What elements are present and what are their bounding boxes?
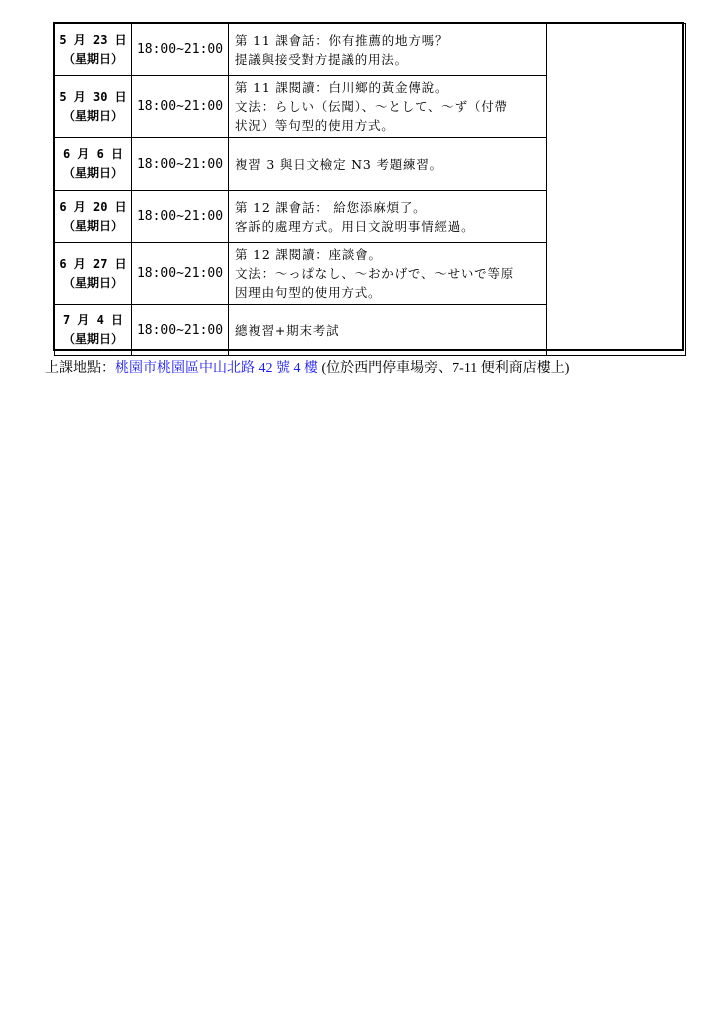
content-line: 因理由句型的使用方式。 [235,285,382,300]
date-text: 6 月 20 日 [59,199,127,214]
weekday-text: （星期日） [62,332,123,346]
content-cell [229,24,547,76]
date-text: 6 月 6 日 [62,147,124,161]
weekday-text: （星期日） [62,218,123,233]
time-cell: 18:00~21:00 [132,191,229,243]
content-line: 状況）等句型的使用方式。 [235,118,395,133]
table-row [55,24,686,76]
date-cell [55,243,132,305]
date-cell [55,138,132,191]
content-line: 文法：～っぱなし、～おかげで、～せいで等原 [235,266,515,281]
location-note: (位於西門停車場旁、7-11 便利商店樓上) [318,361,570,376]
remarks-cell [547,24,686,356]
content-cell [229,76,547,138]
date-cell [55,24,132,76]
schedule-table [54,23,686,356]
time-cell: 18:00~21:00 [132,76,229,138]
content-line: 第 11 課會話：你有推薦的地方嗎？ [235,32,449,48]
weekday-text: （星期日） [62,108,123,123]
weekday-text: （星期日） [62,51,123,66]
date-text: 6 月 27 日 [59,256,127,271]
date-text: 5 月 23 日 [59,32,127,47]
time-cell: 18:00~21:00 [132,24,229,76]
content-line: 第 12 課閱讀：座談會。 [235,247,382,262]
date-text: 5 月 30 日 [59,89,127,104]
time-cell: 18:00~21:00 [132,243,229,305]
content-line: 提議與接受對方提議的用法。 [235,51,408,67]
content-line: 第 11 課閱讀：白川鄉的黃金傳說。 [235,80,449,95]
content-line: 文法：らしい（伝聞）、～として、～ず（付帶 [235,99,508,114]
content-line: 客訴的處理方式。用日文說明事情經過。 [235,218,475,234]
content-cell [229,305,547,356]
location-line [45,357,569,377]
date-cell [55,76,132,138]
weekday-text: （星期日） [62,166,123,180]
location-label: 上課地點： [45,361,115,376]
date-cell [55,305,132,356]
content-line: 總複習+期末考試 [235,322,340,338]
date-cell [55,191,132,243]
content-cell [229,191,547,243]
weekday-text: （星期日） [62,275,123,290]
date-text: 7 月 4 日 [62,313,124,327]
time-cell: 18:00~21:00 [132,138,229,191]
content-cell [229,243,547,305]
time-cell: 18:00~21:00 [132,305,229,356]
content-line: 複習 3 與日文檢定 N3 考題練習。 [235,156,443,172]
location-address: 桃園市桃園區中山北路 42 號 4 樓 [115,361,318,376]
content-cell [229,138,547,191]
content-line: 第 12 課會話： 給您添麻煩了。 [235,199,427,215]
